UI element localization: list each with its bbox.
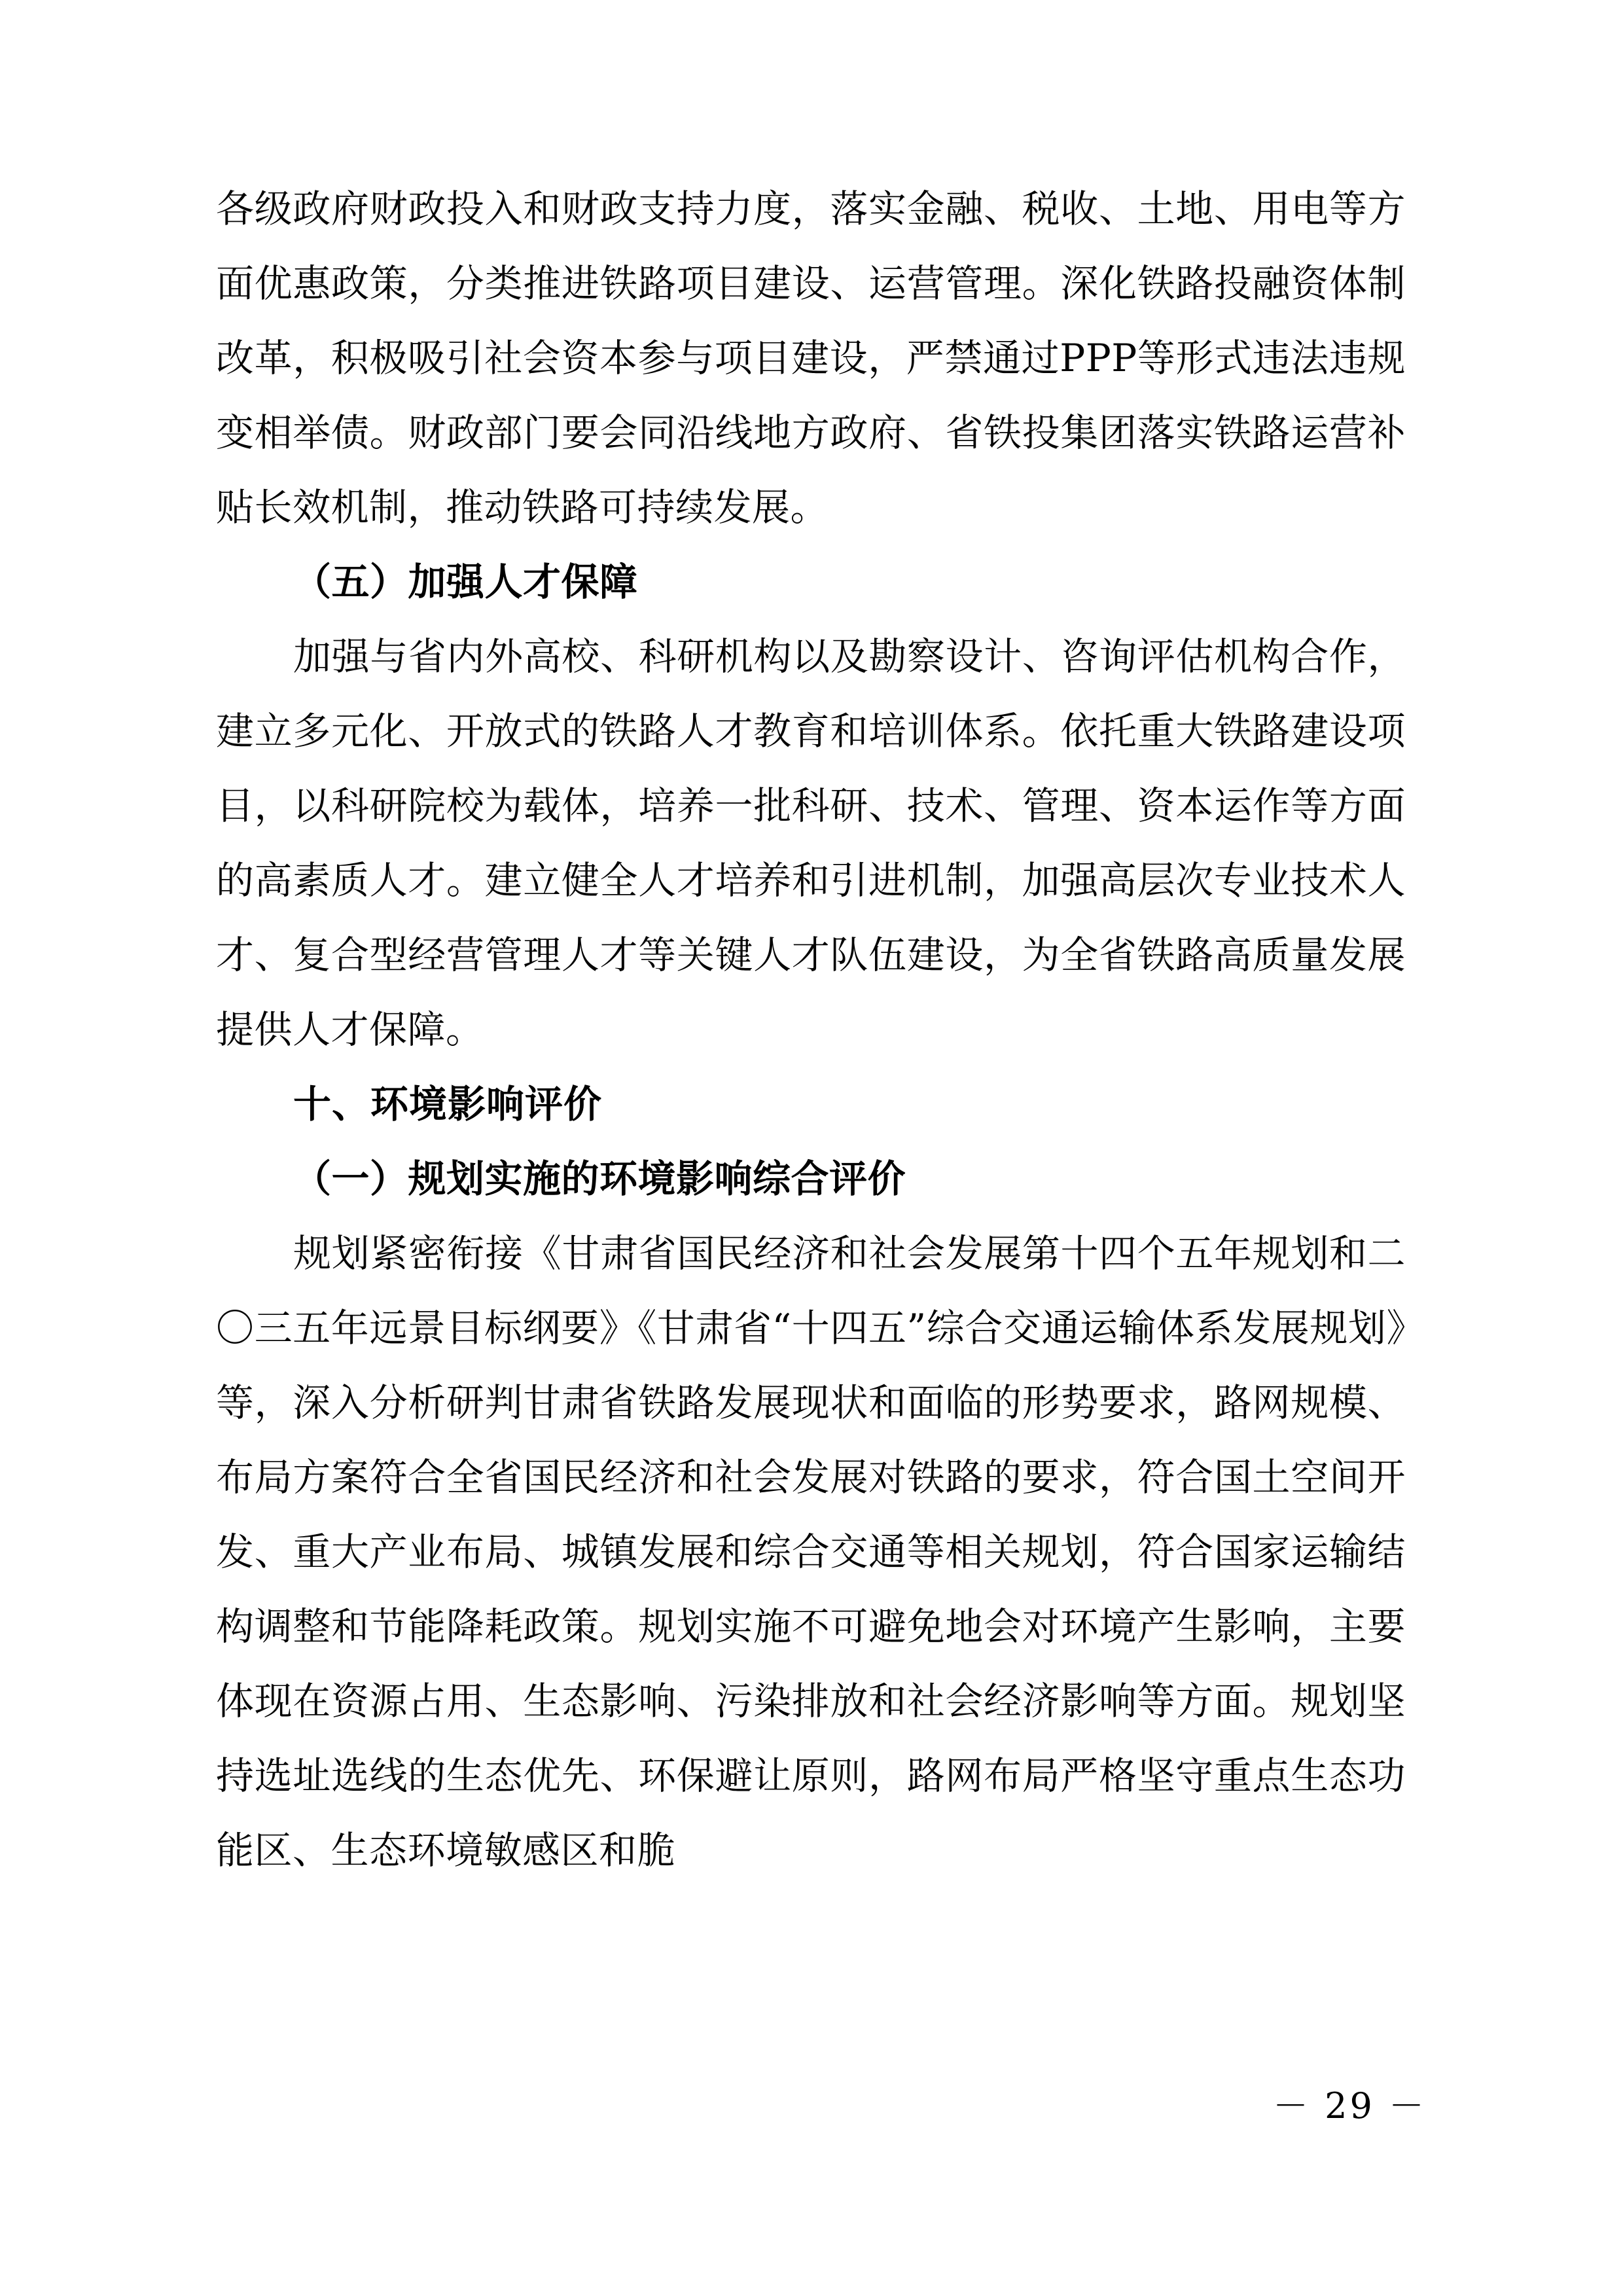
paragraph-financial-support: 各级政府财政投入和财政支持力度，落实金融、税收、土地、用电等方面优惠政策，分类推进铁路项目建设、运营管理。深化铁路投融资体制改革，积极吸引社会资本参与项目建设，严禁通过PPP等形式违法违规变相举债。财政部门要会同沿线地方政府、省铁投集团落实铁路运营补贴长效机制，推动铁路可持续发展。 (216, 187, 1406, 529)
paragraph-plan-alignment: 规划紧密衔接《甘肃省国民经济和社会发展第十四个五年规划和二〇三五年远景目标纲要》《甘肃省“十四五”综合交通运输体系发展规划》等，深入分析研判甘肃省铁路发展现状和面临的形势要求，路网规模、布局方案符合全省国民经济和社会发展对铁路的要求，符合国土空间开发、重大产业布局、城镇发展和综合交通等相关规划，符合国家运输结构调整和节能降耗政策。规划实施不可避免地会对环境产生影响，主要体现在资源占用、生态影响、污染排放和社会经济影响等方面。规划坚持选址选线的生态优先、环保避让原则，路网布局严格坚守重点生态功能区、生态环境敏感区和脆 (216, 1231, 1406, 1873)
subheading-comprehensive-environmental-evaluation: （一）规划实施的环境影响综合评价 (293, 1157, 906, 1201)
subheading-talent-guarantee: （五）加强人才保障 (293, 560, 638, 604)
paragraph-talent-training: 加强与省内外高校、科研机构以及勘察设计、咨询评估机构合作，建立多元化、开放式的铁路人才教育和培训体系。依托重大铁路建设项目，以科研院校为载体，培养一批科研、技术、管理、资本运作等方面的高素质人才。建立健全人才培养和引进机制，加强高层次专业技术人才、复合型经营管理人才等关键人才队伍建设，为全省铁路高质量发展提供人才保障。 (216, 634, 1406, 1052)
page-number: － 29 － (1272, 2085, 1427, 2126)
text-column (216, 171, 1406, 1888)
section-heading-environmental-impact-assessment: 十、环境影响评价 (293, 1082, 603, 1126)
